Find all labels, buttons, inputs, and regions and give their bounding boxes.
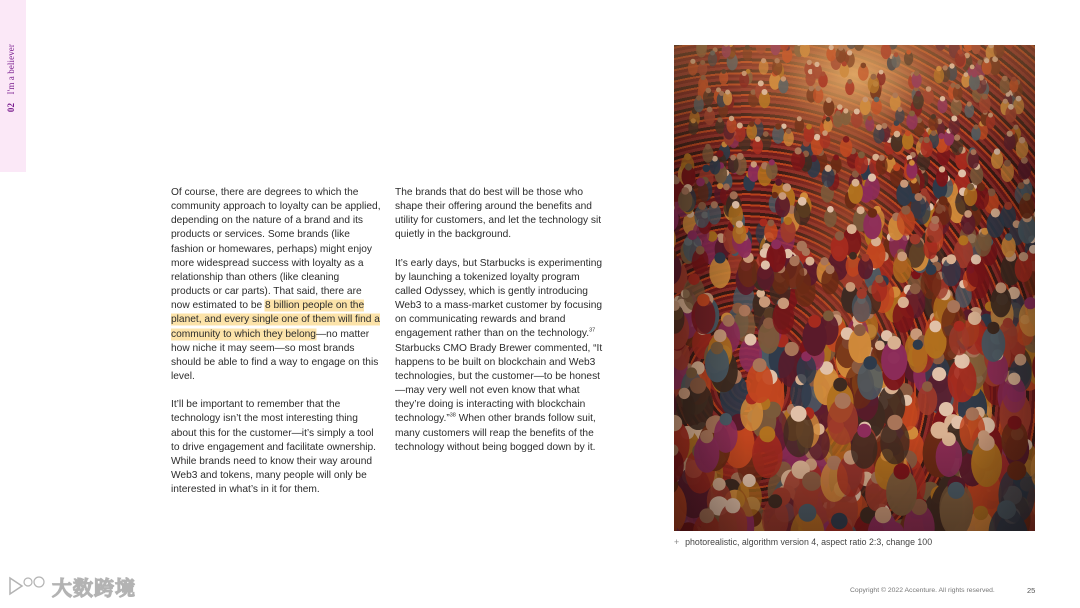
footnote-ref[interactable]: 38	[449, 412, 456, 419]
caption-text: photorealistic, algorithm version 4, aspect ratio 2:3, change 100	[685, 537, 933, 547]
image-caption	[674, 537, 932, 547]
copyright-text: Copyright © 2022 Accenture. All rights reserved.	[850, 587, 995, 594]
left-paragraph-1	[171, 186, 381, 384]
section-title: I'm a believer	[6, 44, 16, 95]
paragraph-text: When other brands follow suit, many customers will reap the benefits of the technology without being bogged down by it.	[395, 413, 596, 453]
watermark	[8, 572, 136, 600]
right-paragraph-1: The brands that do best will be those who shape their offering around the benefits and utility for customers, and let the technology sit quietly in the background.	[395, 187, 602, 241]
watermark-text: 大数跨境	[52, 575, 136, 600]
paragraph-text: It’s early days, but Starbucks is experimenting by launching a tokenized loyalty program called Odyssey, which is gently introducing Web3 to a mass-market customer by focusing on communicating rewards and brand engagement rather than on the technology.	[395, 257, 603, 340]
footnote-ref[interactable]: 37	[589, 328, 596, 335]
right-paragraph-2	[395, 257, 607, 455]
section-number: 02	[6, 102, 16, 113]
highlighted-text: 8 billion people on the planet, and every single one of them will find a community to which they belong	[171, 300, 380, 340]
paragraph-text: Of course, there are degrees to which the community approach to loyalty can be applied, depending on the nature of a brand and its products or services. Some brands (like fashion or homewares, perhaps) might enjoy more widespread success with loyalty as a relationship than others (like cleaning products or car parts). That said, there are now estimated to be	[171, 187, 381, 312]
left-paragraph-2: It’ll be important to remember that the technology isn’t the most interesting thing about this for the customer—it’s simply a tool to drive engagement and facilitate ownership. While brands need to know their way around Web3 and tokens, many people will only be interested in what’s in it for them.	[171, 399, 377, 496]
caption-plus-icon: +	[674, 537, 680, 547]
page-number: 25	[1027, 586, 1036, 595]
paragraph-text: —no matter how niche it may seem—so most brands should be able to find a way to engage on this level.	[171, 328, 379, 383]
crowd-photo	[674, 45, 1035, 531]
watermark-logo-icon	[8, 574, 48, 598]
paragraph-text: Starbucks CMO Brady Brewer commented, “It happens to be built on blockchain and Web3 technologies, but the customer—to be honest—may very well not even know that what they’re doing is interacting with blockchain technology.”	[395, 342, 603, 425]
right-text-column	[395, 186, 607, 469]
section-tab	[0, 0, 26, 172]
photo-shading	[674, 45, 1035, 531]
left-text-column	[171, 186, 381, 511]
section-tab-label	[6, 44, 16, 112]
